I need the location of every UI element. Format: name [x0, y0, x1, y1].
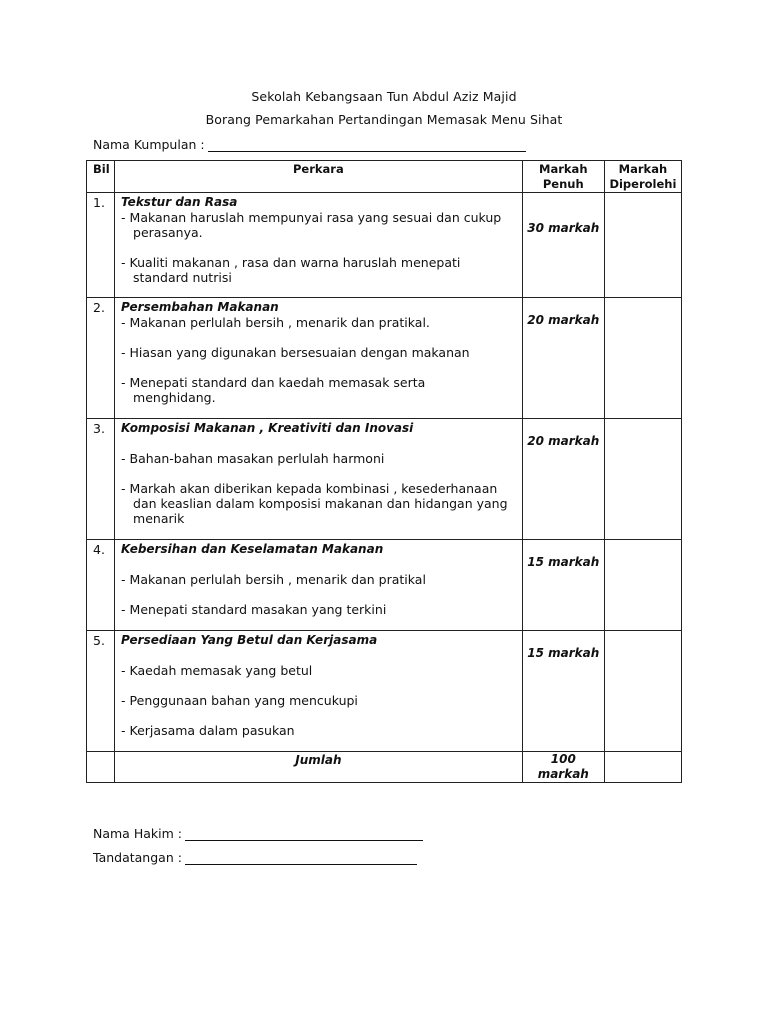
group-name-field — [93, 137, 526, 152]
criteria-item-text-cont: menarik — [133, 511, 185, 526]
judge-name-label: Nama Hakim : — [93, 826, 182, 841]
criteria-item-text: - Markah akan diberikan kepada kombinasi , kesederhanaan — [121, 481, 498, 496]
table-row — [87, 540, 682, 631]
criteria-item-text-cont: menghidang. — [133, 390, 216, 405]
group-name-label: Nama Kumpulan : — [93, 137, 205, 152]
criteria-item — [121, 723, 518, 738]
full-marks-cell — [522, 540, 604, 631]
header-markah-penuh — [522, 161, 604, 193]
criteria-item-text: - Menepati standard dan kaedah memasak serta — [121, 375, 426, 390]
header-perkara: Perkara — [115, 161, 523, 193]
row-number: 4. — [87, 540, 115, 631]
criteria-cell — [115, 298, 523, 419]
total-number-cell — [87, 752, 115, 783]
criteria-item — [121, 210, 518, 240]
full-marks-cell — [522, 631, 604, 752]
row-number: 5. — [87, 631, 115, 752]
header-markah-diperolehi-text: Markah Diperolehi — [609, 162, 677, 191]
criteria-item-text: - Kualiti makanan , rasa dan warna haruslah menepati — [121, 255, 461, 270]
judge-name-field — [93, 826, 423, 841]
criteria-item-text: - Kaedah memasak yang betul — [121, 663, 313, 678]
criteria-cell — [115, 540, 523, 631]
row-number: 1. — [87, 193, 115, 298]
header-markah-diperolehi — [604, 161, 681, 193]
full-marks-value: 20 markah — [527, 313, 600, 327]
table-row — [87, 419, 682, 540]
criteria-item — [121, 663, 518, 678]
total-full-marks-unit: markah — [537, 767, 589, 781]
criteria-title: Komposisi Makanan , Kreativiti dan Inovasi — [121, 421, 414, 435]
criteria-item-text: - Makanan perlulah bersih , menarik dan pratikal — [121, 572, 426, 587]
header-markah-penuh-text: Markah Penuh — [539, 162, 588, 191]
criteria-item — [121, 572, 518, 587]
full-marks-value: 20 markah — [527, 434, 600, 448]
criteria-title: Tekstur dan Rasa — [121, 195, 238, 209]
obtained-marks-cell[interactable] — [604, 193, 681, 298]
table-row — [87, 631, 682, 752]
criteria-item — [121, 315, 518, 330]
total-full-marks — [522, 752, 604, 783]
table-header-row — [87, 161, 682, 193]
row-number: 2. — [87, 298, 115, 419]
full-marks-value: 30 markah — [527, 221, 600, 235]
criteria-title: Persediaan Yang Betul dan Kerjasama — [121, 633, 378, 647]
full-marks-value: 15 markah — [527, 646, 600, 660]
criteria-item-text-cont: perasanya. — [133, 225, 203, 240]
criteria-item-text: - Penggunaan bahan yang mencukupi — [121, 693, 358, 708]
full-marks-cell — [522, 193, 604, 298]
criteria-cell — [115, 419, 523, 540]
criteria-item — [121, 481, 518, 526]
criteria-item — [121, 375, 518, 405]
criteria-item — [121, 345, 518, 360]
obtained-marks-cell[interactable] — [604, 540, 681, 631]
criteria-item-text-cont: dan keaslian dalam komposisi makanan dan hidangan yang — [133, 496, 508, 511]
criteria-item — [121, 255, 518, 285]
table-row — [87, 298, 682, 419]
group-name-blank[interactable] — [208, 138, 526, 152]
signature-field — [93, 850, 417, 865]
total-row — [87, 752, 682, 783]
full-marks-value: 15 markah — [527, 555, 600, 569]
criteria-cell — [115, 631, 523, 752]
criteria-item-text: - Makanan perlulah bersih , menarik dan pratikal. — [121, 315, 430, 330]
school-name: Sekolah Kebangsaan Tun Abdul Aziz Majid — [251, 89, 517, 104]
criteria-item-text: - Kerjasama dalam pasukan — [121, 723, 295, 738]
criteria-item-text: - Menepati standard masakan yang terkini — [121, 602, 387, 617]
judge-name-blank[interactable] — [185, 827, 423, 841]
signature-label: Tandatangan : — [93, 850, 182, 865]
total-full-marks-number: 100 — [550, 752, 576, 766]
table-row — [87, 193, 682, 298]
row-number: 3. — [87, 419, 115, 540]
criteria-item — [121, 693, 518, 708]
criteria-item-text-cont: standard nutrisi — [133, 270, 232, 285]
full-marks-cell — [522, 419, 604, 540]
criteria-item — [121, 602, 518, 617]
criteria-title: Kebersihan dan Keselamatan Makanan — [121, 542, 384, 556]
total-label: Jumlah — [115, 752, 523, 783]
criteria-item — [121, 451, 518, 466]
header-bil: Bil — [87, 161, 115, 193]
criteria-item-text: - Bahan-bahan masakan perlulah harmoni — [121, 451, 385, 466]
full-marks-cell — [522, 298, 604, 419]
form-title: Borang Pemarkahan Pertandingan Memasak Menu Sihat — [205, 112, 563, 127]
signature-blank[interactable] — [185, 851, 417, 865]
scoring-table — [86, 160, 682, 783]
obtained-marks-cell[interactable] — [604, 419, 681, 540]
criteria-title: Persembahan Makanan — [121, 300, 279, 314]
criteria-item-text: - Hiasan yang digunakan bersesuaian dengan makanan — [121, 345, 470, 360]
obtained-marks-cell[interactable] — [604, 631, 681, 752]
criteria-cell — [115, 193, 523, 298]
obtained-marks-cell[interactable] — [604, 298, 681, 419]
criteria-item-text: - Makanan haruslah mempunyai rasa yang sesuai dan cukup — [121, 210, 502, 225]
total-obtained-cell[interactable] — [604, 752, 681, 783]
